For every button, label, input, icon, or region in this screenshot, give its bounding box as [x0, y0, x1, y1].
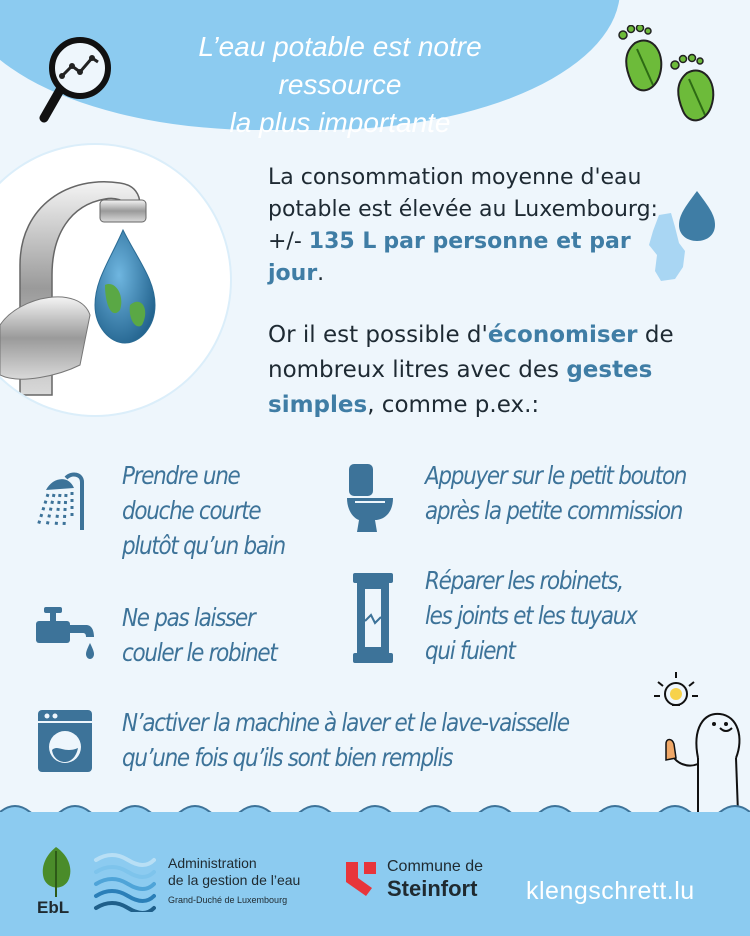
intro-consumption-text: La consommation moyenne d'eau potable est élevée au Luxembourg: +/- — [268, 165, 658, 254]
tip-machine-line: qu’une fois qu’ils sont bien remplis — [122, 743, 453, 772]
consumption-unit: par personne et par jour — [268, 229, 631, 286]
ebl-leaf-logo — [38, 845, 74, 901]
tip-tap — [122, 600, 276, 670]
savings-highlight-economiser: économiser — [487, 322, 638, 348]
tip-toilet — [425, 458, 686, 528]
consumption-value: 135 L — [308, 229, 377, 254]
tap-icon — [32, 605, 98, 665]
tip-repair-line: qui fuient — [425, 636, 515, 665]
washing-machine-icon — [38, 710, 92, 776]
tip-repair-line: les joints et les tuyaux — [425, 601, 637, 630]
tip-repair — [425, 563, 637, 668]
tip-tap-line: Ne pas laisser — [122, 603, 255, 632]
tip-machine-line: N’activer la machine à laver et le lave-vaisselle — [122, 708, 569, 737]
savings-highlight-gestes: gestes simples — [268, 357, 653, 418]
admin-line-3: Grand-Duché de Luxembourg — [168, 895, 288, 905]
admin-line-2: de la gestion de l’eau — [168, 872, 301, 888]
admin-line-1: Administration — [168, 855, 257, 871]
water-admin-logo — [92, 848, 156, 916]
intro-consumption — [268, 162, 688, 290]
tip-toilet-line: Appuyer sur le petit bouton — [425, 461, 687, 490]
tip-tap-line: couler le robinet — [122, 638, 277, 667]
intro-period: . — [317, 261, 325, 286]
savings-text-3: , comme p.ex.: — [367, 392, 540, 418]
tip-toilet-line: après la petite commission — [425, 496, 683, 525]
toilet-icon — [345, 462, 395, 538]
commune-line-1: Commune de — [387, 858, 484, 875]
page-title — [140, 28, 540, 142]
tip-shower-line: plutôt qu’un bain — [122, 531, 285, 560]
pipe-repair-icon — [353, 573, 393, 667]
website-link[interactable]: klengschrett.lu — [526, 877, 695, 905]
magnifier-chart-icon — [38, 30, 118, 130]
admin-logo-text — [168, 855, 300, 909]
faucet-earth-drop-image — [0, 145, 230, 415]
tip-shower-line: Prendre une — [122, 461, 240, 490]
luxembourg-map-drop-icon — [645, 185, 725, 289]
savings-text-2: de nombreux litres avec des — [268, 322, 674, 383]
tip-shower — [122, 458, 285, 563]
leaf-footprints-icon — [615, 25, 725, 129]
tip-shower-line: douche courte — [122, 496, 261, 525]
title-line-1: L’eau potable est notre ressource — [198, 31, 482, 100]
tip-repair-line: Réparer les robinets, — [425, 566, 623, 595]
shower-icon — [32, 470, 98, 536]
commune-logo-text — [387, 858, 483, 902]
tip-machine — [122, 705, 569, 775]
commune-line-2: Steinfort — [387, 876, 478, 901]
savings-text-1: Or il est possible d' — [268, 322, 488, 348]
intro-savings — [268, 318, 688, 423]
ebl-logo-text: EbL — [37, 898, 70, 917]
title-line-2: la plus importante — [229, 107, 451, 138]
steinfort-logo-icon — [344, 858, 378, 902]
